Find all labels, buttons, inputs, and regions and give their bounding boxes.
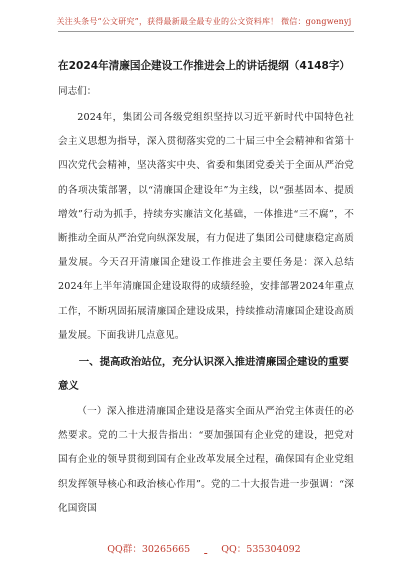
header-note: 关注头条号“公文研究”，获得最新最全最专业的公文资料库！ 微信：gongwenyj	[56, 17, 352, 26]
document-title: 在2024年清廉国企建设工作推进会上的讲话提纲（4148字）	[58, 60, 351, 72]
header-divider	[58, 31, 354, 32]
intro-paragraph: 2024年，集团公司各级党组织坚持以习近平新时代中国特色社会主义思想为指导，深入贯彻落实党的二十届三中全会精神和省第十四次党代会精神，坚决落实中央、省委和集团党委关于全面从严治党的各项决策部署，以“清廉国企建设年”为主线，以“强基固本、提质增效”行动为抓手，持续夯实廉洁文化基础，一体推进“三不腐”，不断推动全面从严治党向纵深发展，有力促进了集团公司健康稳定高质量发展。今天召开清廉国企建设工作推进会主要任务是：深入总结2024年上半年清廉国企建设取得的成绩经验，安排部署2024年重点工作，不断巩固拓展清廉国企建设成果，持续推动清廉国企建设高质量发展。下面我讲几点意见。	[58, 112, 354, 341]
section-heading: 一、提高政治站位，充分认识深入推进清廉国企建设的重要意义	[58, 356, 349, 393]
footer-qq: QQ：535304092	[221, 544, 301, 555]
salutation: 同志们：	[58, 86, 97, 97]
section-paragraph: （一）深入推进清廉国企建设是落实全面从严治党主体责任的必然要求。党的二十大报告指出：“要加强国有企业党的建设，把党对国有企业的领导贯彻到国有企业改革发展全过程，确保国有企业党组织发挥领导核心和政治核心作用”。党的二十大报告进一步强调：“深化国资国	[58, 406, 354, 514]
footer-contact	[0, 541, 408, 555]
document-body	[58, 54, 354, 521]
footer-qq-group: QQ群：30265665	[107, 544, 191, 555]
